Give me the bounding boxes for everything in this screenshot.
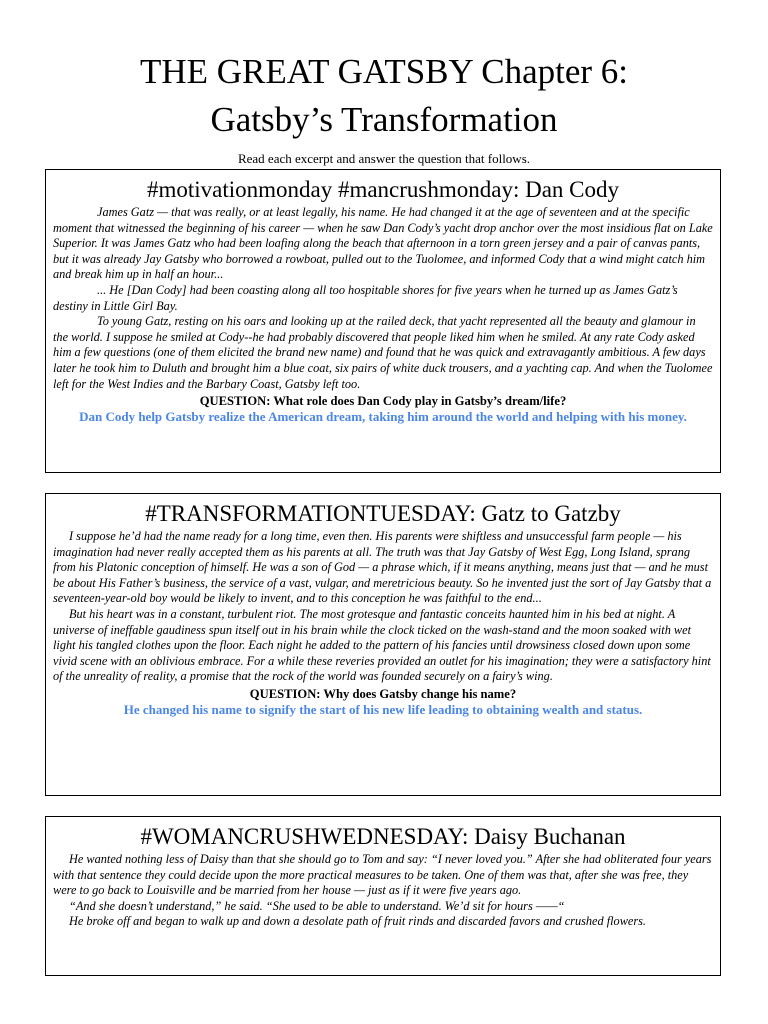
- section-gatz-to-gatzby: [45, 493, 721, 796]
- section-heading: #WOMANCRUSHWEDNESDAY: Daisy Buchanan: [140, 824, 626, 849]
- excerpt-paragraph: But his heart was in a constant, turbulent riot. The most grotesque and fantastic conceits haunted him in his bed at night. A universe of ineffable gaudiness spun itself out in his brain while the clock ticked on the wash-stand and the moon soaked with wet light his tangled clothes upon the floor. Each night he added to the pattern of his fancies until drowsiness closed down upon some vivid scene with an oblivious embrace. For a while these reveries provided an outlet for his imagination; they were a satisfactory hint of the unreality of reality, a promise that the rock of the world was founded securely on a fairy’s wing.: [53, 606, 711, 684]
- excerpt-paragraph: He broke off and began to walk up and down a desolate path of fruit rinds and discarded favors and crushed flowers.: [69, 914, 647, 929]
- answer: Dan Cody help Gatsby realize the American dream, taking him around the world and helping with his money.: [79, 409, 687, 425]
- instructions: Read each excerpt and answer the question that follows.: [237, 151, 531, 166]
- page-title-line-1: THE GREAT GATSBY Chapter 6:: [139, 52, 629, 91]
- question: QUESTION: What role does Dan Cody play in Gatsby’s dream/life?: [199, 394, 567, 409]
- excerpt-paragraph: James Gatz — that was really, or at least legally, his name. He had changed it at the age of seventeen and at the specific moment that witnessed the beginning of his career — when he saw Dan Cody’s yacht drop anchor over the most insidious flat on Lake Superior. It was James Gatz who had been loafing along the beach that afternoon in a torn green jersey and a pair of canvas pants, but it was already Jay Gatsby who borrowed a rowboat, pulled out to the Tuolomee, and informed Cody that a wind might catch him and break him up in half an hour...: [53, 205, 713, 282]
- excerpt-paragraph: I suppose he’d had the name ready for a long time, even then. His parents were shiftless and unsuccessful farm people — his imagination had never really accepted them as his parents at all. The truth was that Jay Gatsby of West Egg, Long Island, sprang from his Platonic conception of himself. He was a son of God — a phrase which, if it means anything, means just that — and he must be about His Father’s business, the service of a vast, vulgar, and meretricious beauty. So he invented just the sort of Jay Gatsby that a seventeen-year-old boy would be likely to invent, and to this conception he was faithful to the end...: [53, 529, 712, 606]
- excerpt: [46, 205, 720, 392]
- excerpt: [46, 852, 720, 930]
- excerpt-paragraph: ... He [Dan Cody] had been coasting along all too hospitable shores for five years when he turned up as James Gatz’s destiny in Little Girl Bay.: [53, 282, 678, 313]
- excerpt: [46, 529, 720, 685]
- answer: He changed his name to signify the start of his new life leading to obtaining wealth and status.: [123, 701, 643, 717]
- page-title-line-2: Gatsby’s Transformation: [210, 100, 558, 139]
- section-dan-cody: [45, 169, 721, 473]
- excerpt-paragraph: “And she doesn’t understand,” he said. “She used to be able to understand. We’d sit for hours ——“: [69, 898, 565, 913]
- excerpt-paragraph: He wanted nothing less of Daisy than that she should go to Tom and say: “I never loved you.” After she had obliterated four years with that sentence they could decide upon the more practical measures to be taken. One of them was that, after she was free, they were to go back to Louisville and be married from her house — just as if it were five years ago.: [53, 852, 712, 898]
- excerpt-paragraph: To young Gatz, resting on his oars and looking up at the railed deck, that yacht represented all the beauty and glamour in the world. I suppose he smiled at Cody--he had probably discovered that people liked him when he smiled. At any rate Cody asked him a few questions (one of them elicited the brand new name) and found that he was quick and extravagantly ambitious. A few days later he took him to Duluth and brought him a blue coat, six pairs of white duck trousers, and a yachting cap. And when the Tuolomee left for the West Indies and the Barbary Coast, Gatsby left too.: [53, 314, 713, 391]
- question: QUESTION: Why does Gatsby change his name?: [249, 686, 517, 701]
- section-daisy-buchanan: [45, 816, 721, 976]
- section-heading: #motivationmonday #mancrushmonday: Dan Cody: [146, 177, 620, 202]
- section-heading: #TRANSFORMATIONTUESDAY: Gatz to Gatzby: [145, 501, 621, 526]
